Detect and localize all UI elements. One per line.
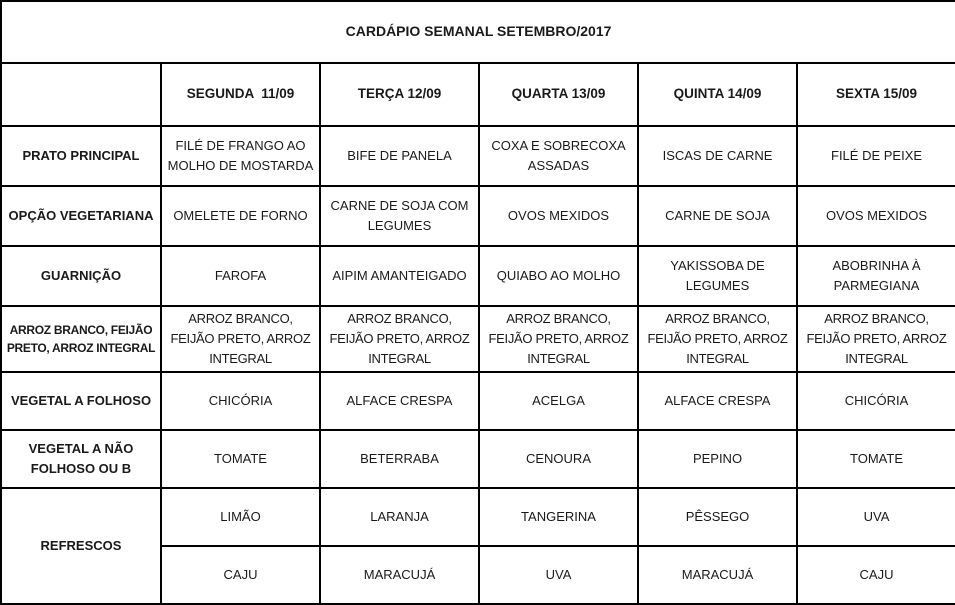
row-guarnicao [1, 246, 955, 306]
menu-cell: MARACUJÁ [320, 546, 479, 604]
menu-cell: UVA [479, 546, 638, 604]
day-header-row [1, 63, 955, 126]
menu-cell: CAJU [161, 546, 320, 604]
menu-cell: PEPINO [638, 430, 797, 488]
row-prato-principal [1, 126, 955, 186]
menu-cell: FILÉ DE FRANGO AO MOLHO DE MOSTARDA [161, 126, 320, 186]
menu-cell: ARROZ BRANCO, FEIJÃO PRETO, ARROZ INTEGRAL [479, 306, 638, 372]
row-label-vegetal-nao-folhoso: VEGETAL A NÃO FOLHOSO OU B [1, 430, 161, 488]
day-header-terca: TERÇA 12/09 [320, 63, 479, 126]
row-label-arroz-feijao: ARROZ BRANCO, FEIJÃO PRETO, ARROZ INTEGRAL [1, 306, 161, 372]
menu-cell: BIFE DE PANELA [320, 126, 479, 186]
menu-cell: AIPIM AMANTEIGADO [320, 246, 479, 306]
day-header-quinta: QUINTA 14/09 [638, 63, 797, 126]
day-header-sexta: SEXTA 15/09 [797, 63, 955, 126]
menu-cell: FILÉ DE PEIXE [797, 126, 955, 186]
menu-cell: BETERRABA [320, 430, 479, 488]
row-arroz-feijao [1, 306, 955, 372]
menu-cell: OVOS MEXIDOS [479, 186, 638, 246]
row-label-prato-principal: PRATO PRINCIPAL [1, 126, 161, 186]
row-label-opcao-vegetariana: OPÇÃO VEGETARIANA [1, 186, 161, 246]
menu-cell: TANGERINA [479, 488, 638, 546]
menu-cell: CHICÓRIA [797, 372, 955, 430]
row-label-guarnicao: GUARNIÇÃO [1, 246, 161, 306]
menu-cell: ARROZ BRANCO, FEIJÃO PRETO, ARROZ INTEGRAL [638, 306, 797, 372]
menu-cell: MARACUJÁ [638, 546, 797, 604]
menu-cell: TOMATE [161, 430, 320, 488]
menu-cell: ABOBRINHA À PARMEGIANA [797, 246, 955, 306]
menu-cell: YAKISSOBA DE LEGUMES [638, 246, 797, 306]
menu-cell: LARANJA [320, 488, 479, 546]
menu-cell: QUIABO AO MOLHO [479, 246, 638, 306]
row-vegetal-nao-folhoso [1, 430, 955, 488]
row-label-vegetal-folhoso: VEGETAL A FOLHOSO [1, 372, 161, 430]
day-header-segunda: SEGUNDA 11/09 [161, 63, 320, 126]
menu-cell: COXA E SOBRECOXA ASSADAS [479, 126, 638, 186]
menu-cell: ACELGA [479, 372, 638, 430]
day-header-quarta: QUARTA 13/09 [479, 63, 638, 126]
menu-cell: PÊSSEGO [638, 488, 797, 546]
row-label-refrescos: REFRESCOS [1, 488, 161, 604]
menu-cell: ARROZ BRANCO, FEIJÃO PRETO, ARROZ INTEGRAL [320, 306, 479, 372]
menu-cell: CAJU [797, 546, 955, 604]
row-vegetal-folhoso [1, 372, 955, 430]
menu-cell: OMELETE DE FORNO [161, 186, 320, 246]
menu-cell: FAROFA [161, 246, 320, 306]
menu-cell: TOMATE [797, 430, 955, 488]
menu-title: CARDÁPIO SEMANAL SETEMBRO/2017 [1, 1, 955, 63]
menu-cell: UVA [797, 488, 955, 546]
menu-cell: ALFACE CRESPA [320, 372, 479, 430]
menu-cell: LIMÃO [161, 488, 320, 546]
menu-cell: ARROZ BRANCO, FEIJÃO PRETO, ARROZ INTEGRAL [797, 306, 955, 372]
menu-cell: CHICÓRIA [161, 372, 320, 430]
row-opcao-vegetariana [1, 186, 955, 246]
row-refrescos-1 [1, 488, 955, 546]
corner-cell [1, 63, 161, 126]
menu-cell: CARNE DE SOJA [638, 186, 797, 246]
menu-cell: ISCAS DE CARNE [638, 126, 797, 186]
title-row [1, 1, 955, 63]
menu-cell: OVOS MEXIDOS [797, 186, 955, 246]
menu-cell: ALFACE CRESPA [638, 372, 797, 430]
menu-cell: ARROZ BRANCO, FEIJÃO PRETO, ARROZ INTEGRAL [161, 306, 320, 372]
menu-cell: CARNE DE SOJA COM LEGUMES [320, 186, 479, 246]
menu-cell: CENOURA [479, 430, 638, 488]
